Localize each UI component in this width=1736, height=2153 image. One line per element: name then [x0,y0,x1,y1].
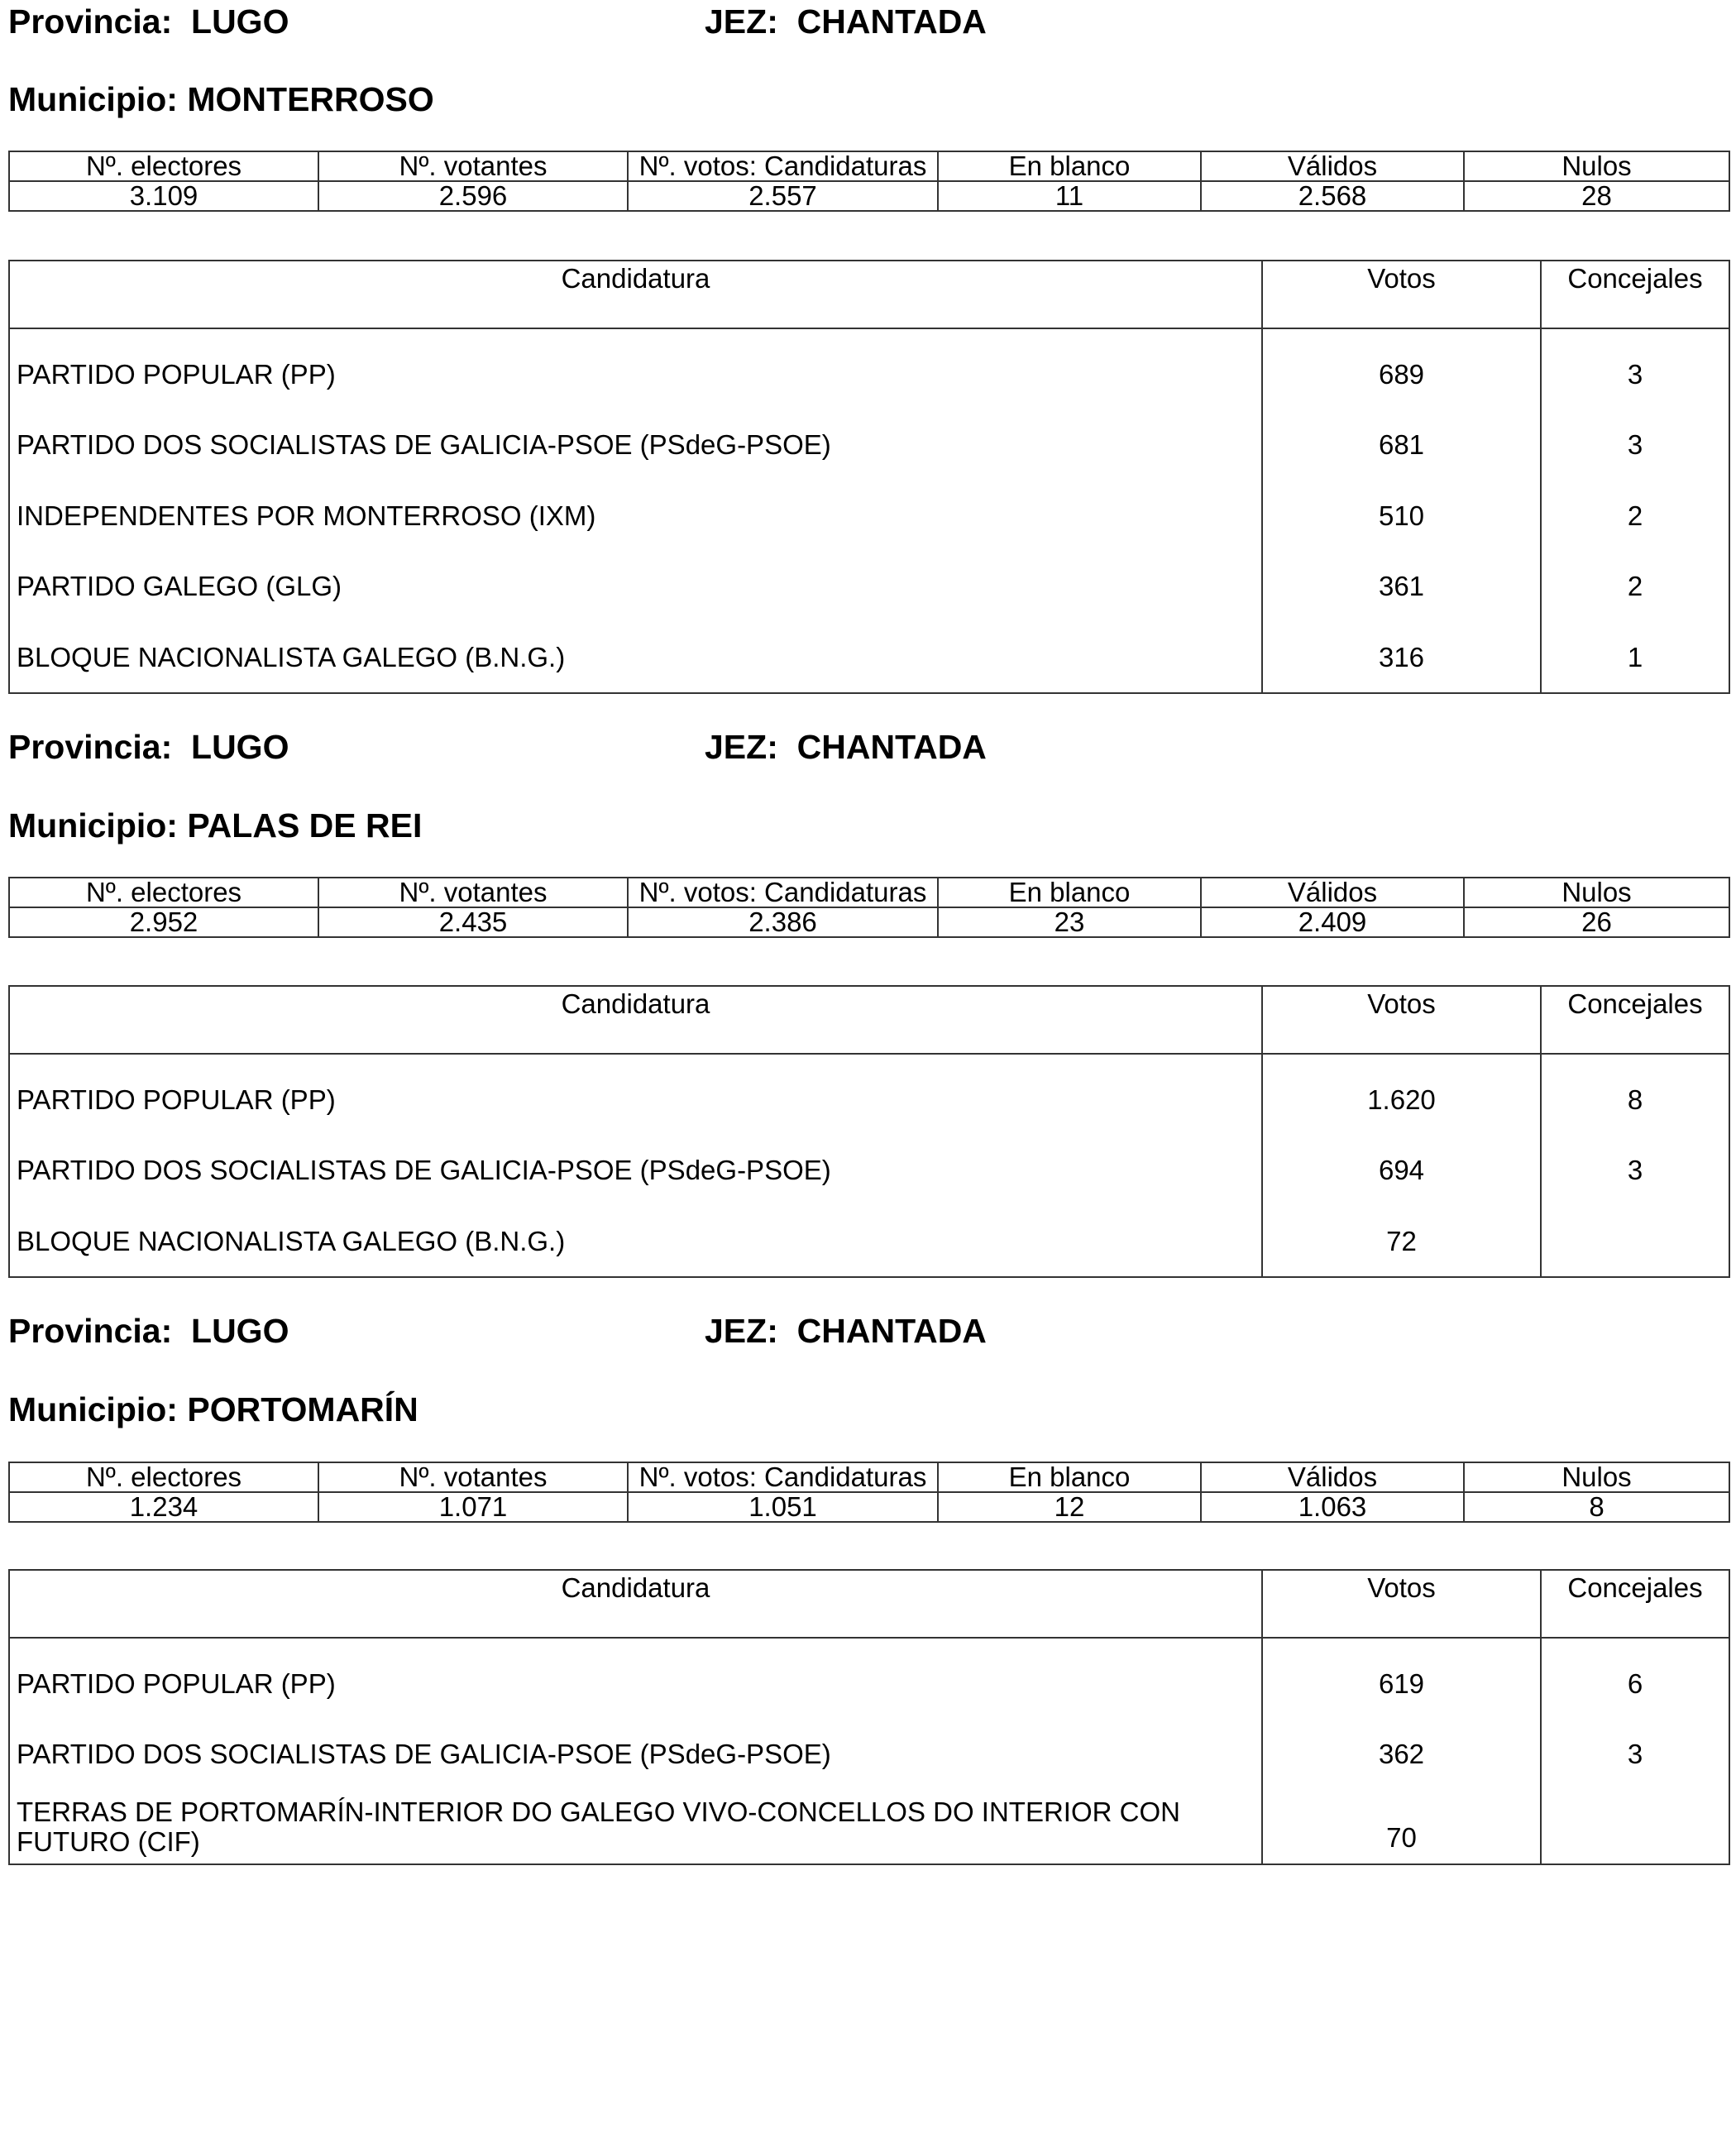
municipio-label: Municipio: [8,806,178,844]
stats-electores: 3.109 [9,181,318,211]
jez-heading [705,1314,987,1348]
candidatura-name: BLOQUE NACIONALISTA GALEGO (B.N.G.) [9,622,1262,693]
municipio-heading [8,806,423,844]
results-header-row [9,1570,1729,1638]
stats-value-row [9,1492,1729,1522]
stats-table [8,877,1730,938]
candidatura-name: PARTIDO DOS SOCIALISTAS DE GALICIA-PSOE (PSdeG-PSOE) [9,1135,1262,1206]
result-row [9,328,1729,409]
results-header-candidatura: Candidatura [9,261,1262,328]
candidatura-votos: 510 [1262,481,1541,551]
stats-votos-candidaturas: 2.386 [628,907,938,937]
jez-heading [705,2,987,41]
stats-header-validos: Válidos [1201,878,1464,907]
jez-value: CHANTADA [796,2,987,41]
stats-header-row [9,1462,1729,1492]
provincia-label: Provincia: [8,728,173,766]
provincia-heading [8,2,289,41]
result-row [9,1638,1729,1719]
stats-votantes: 2.596 [318,181,628,211]
stats-header-nulos: Nulos [1464,1462,1729,1492]
results-header-row [9,261,1729,328]
candidatura-votos: 694 [1262,1135,1541,1206]
stats-header-validos: Válidos [1201,151,1464,181]
candidatura-concejales [1541,1790,1729,1864]
stats-header-nulos: Nulos [1464,151,1729,181]
provincia-value: LUGO [191,728,289,766]
candidatura-votos: 1.620 [1262,1054,1541,1135]
stats-header-en-blanco: En blanco [938,151,1201,181]
candidatura-name: PARTIDO DOS SOCIALISTAS DE GALICIA-PSOE (PSdeG-PSOE) [9,1719,1262,1790]
candidatura-name: PARTIDO POPULAR (PP) [9,1054,1262,1135]
candidatura-votos: 362 [1262,1719,1541,1790]
provincia-value: LUGO [191,2,289,41]
candidatura-name: PARTIDO DOS SOCIALISTAS DE GALICIA-PSOE (PSdeG-PSOE) [9,409,1262,481]
stats-nulos: 26 [1464,907,1729,937]
municipio-label: Municipio: [8,80,178,118]
results-table [8,260,1730,694]
candidatura-concejales: 3 [1541,1135,1729,1206]
result-row [9,1054,1729,1135]
municipio-value: MONTERROSO [187,80,434,118]
candidatura-votos: 70 [1262,1790,1541,1864]
jez-value: CHANTADA [796,728,987,766]
candidatura-votos: 72 [1262,1206,1541,1277]
stats-en-blanco: 12 [938,1492,1201,1522]
results-header-candidatura: Candidatura [9,986,1262,1054]
candidatura-votos: 689 [1262,328,1541,409]
stats-votos-candidaturas: 2.557 [628,181,938,211]
result-row [9,551,1729,622]
results-header-votos: Votos [1262,1570,1541,1638]
municipio-heading [8,1390,418,1428]
result-row [9,1135,1729,1206]
stats-header-electores: Nº. electores [9,1462,318,1492]
result-row [9,1790,1729,1864]
municipio-value: PORTOMARÍN [187,1390,418,1428]
stats-table [8,1462,1730,1523]
stats-header-votantes: Nº. votantes [318,878,628,907]
municipio-label: Municipio: [8,1390,178,1428]
results-table [8,1569,1730,1865]
result-row [9,1206,1729,1277]
stats-electores: 1.234 [9,1492,318,1522]
stats-votantes: 1.071 [318,1492,628,1522]
stats-value-row [9,907,1729,937]
results-header-votos: Votos [1262,261,1541,328]
stats-nulos: 28 [1464,181,1729,211]
stats-header-votos-candidaturas: Nº. votos: Candidaturas [628,151,938,181]
candidatura-concejales: 6 [1541,1638,1729,1719]
candidatura-concejales [1541,1206,1729,1277]
results-header-concejales: Concejales [1541,261,1729,328]
candidatura-name: BLOQUE NACIONALISTA GALEGO (B.N.G.) [9,1206,1262,1277]
candidatura-votos: 681 [1262,409,1541,481]
municipio-heading [8,80,434,118]
results-header-candidatura: Candidatura [9,1570,1262,1638]
stats-header-validos: Válidos [1201,1462,1464,1492]
stats-header-nulos: Nulos [1464,878,1729,907]
stats-value-row [9,181,1729,211]
stats-header-votantes: Nº. votantes [318,1462,628,1492]
jez-label: JEZ: [705,728,778,766]
candidatura-concejales: 2 [1541,551,1729,622]
jez-value: CHANTADA [796,1312,987,1350]
stats-votantes: 2.435 [318,907,628,937]
result-row [9,409,1729,481]
stats-header-votos-candidaturas: Nº. votos: Candidaturas [628,878,938,907]
stats-header-electores: Nº. electores [9,878,318,907]
stats-validos: 1.063 [1201,1492,1464,1522]
candidatura-name: PARTIDO POPULAR (PP) [9,328,1262,409]
candidatura-votos: 619 [1262,1638,1541,1719]
results-header-votos: Votos [1262,986,1541,1054]
result-row [9,481,1729,551]
stats-header-en-blanco: En blanco [938,1462,1201,1492]
provincia-label: Provincia: [8,2,173,41]
candidatura-votos: 316 [1262,622,1541,693]
candidatura-name: PARTIDO POPULAR (PP) [9,1638,1262,1719]
provincia-heading [8,1314,289,1348]
candidatura-name: PARTIDO GALEGO (GLG) [9,551,1262,622]
stats-validos: 2.409 [1201,907,1464,937]
stats-table [8,151,1730,212]
candidatura-concejales: 1 [1541,622,1729,693]
stats-validos: 2.568 [1201,181,1464,211]
candidatura-name: TERRAS DE PORTOMARÍN-INTERIOR DO GALEGO VIVO-CONCELLOS DO INTERIOR CON FUTURO (CIF) [9,1790,1262,1864]
result-row [9,622,1729,693]
candidatura-concejales: 3 [1541,328,1729,409]
candidatura-concejales: 2 [1541,481,1729,551]
provincia-label: Provincia: [8,1312,173,1350]
stats-nulos: 8 [1464,1492,1729,1522]
jez-label: JEZ: [705,2,778,41]
results-table [8,985,1730,1278]
candidatura-votos: 361 [1262,551,1541,622]
jez-label: JEZ: [705,1312,778,1350]
stats-header-electores: Nº. electores [9,151,318,181]
provincia-value: LUGO [191,1312,289,1350]
result-row [9,1719,1729,1790]
stats-electores: 2.952 [9,907,318,937]
candidatura-concejales: 3 [1541,1719,1729,1790]
stats-header-en-blanco: En blanco [938,878,1201,907]
stats-en-blanco: 11 [938,181,1201,211]
candidatura-concejales: 8 [1541,1054,1729,1135]
results-header-row [9,986,1729,1054]
provincia-heading [8,730,289,764]
results-header-concejales: Concejales [1541,1570,1729,1638]
stats-votos-candidaturas: 1.051 [628,1492,938,1522]
stats-header-row [9,878,1729,907]
stats-header-votos-candidaturas: Nº. votos: Candidaturas [628,1462,938,1492]
stats-header-votantes: Nº. votantes [318,151,628,181]
stats-en-blanco: 23 [938,907,1201,937]
municipio-value: PALAS DE REI [187,806,423,844]
stats-header-row [9,151,1729,181]
candidatura-name: INDEPENDENTES POR MONTERROSO (IXM) [9,481,1262,551]
candidatura-concejales: 3 [1541,409,1729,481]
jez-heading [705,730,987,764]
results-header-concejales: Concejales [1541,986,1729,1054]
